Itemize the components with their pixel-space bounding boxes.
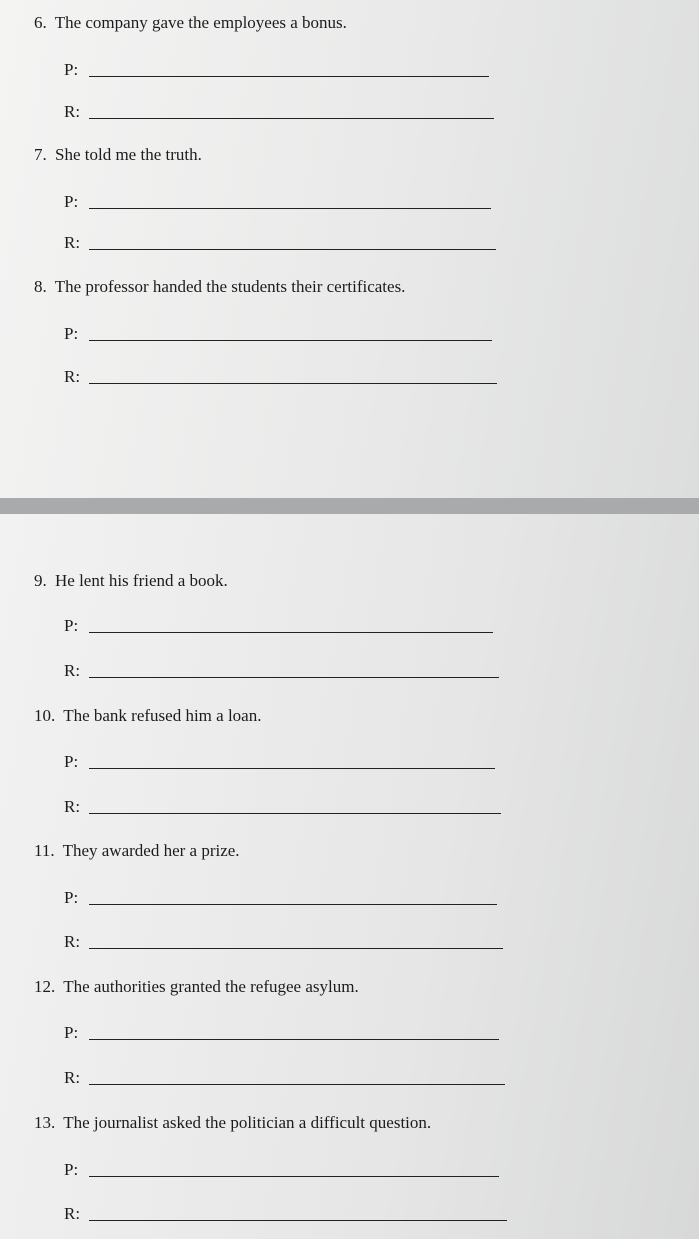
answer-label: R: [64,1068,81,1087]
question-11 [34,841,240,861]
answer-p-8 [64,324,78,344]
answer-p-13 [64,1160,78,1180]
answer-line[interactable] [89,340,492,341]
question-10 [34,706,261,726]
question-text: The professor handed the students their certificates. [54,277,406,296]
question-text: The company gave the employees a bonus. [54,13,347,32]
answer-label: R: [64,102,81,121]
answer-label: P: [64,192,79,211]
answer-r-11 [64,932,80,952]
answer-label: P: [64,616,79,635]
question-text: He lent his friend a book. [55,571,228,590]
question-8 [34,277,405,297]
question-number: 12. [34,977,56,996]
answer-label: R: [64,233,81,252]
answer-p-11 [64,888,78,908]
answer-line[interactable] [89,904,497,905]
page-gap [0,498,699,514]
answer-line[interactable] [89,768,495,769]
question-13 [34,1113,431,1133]
answer-label: R: [64,661,81,680]
answer-label: R: [64,367,81,386]
answer-label: P: [64,324,79,343]
answer-line[interactable] [89,208,491,209]
answer-p-7 [64,192,78,212]
answer-r-12 [64,1068,80,1088]
question-number: 8. [34,277,47,296]
question-6 [34,13,347,33]
answer-r-8 [64,367,80,387]
question-text: The authorities granted the refugee asylum. [63,977,359,996]
answer-line[interactable] [89,76,489,77]
answer-label: P: [64,888,79,907]
question-number: 7. [34,145,47,164]
answer-r-6 [64,102,80,122]
answer-label: R: [64,932,81,951]
question-number: 6. [34,13,47,32]
question-number: 10. [34,706,56,725]
answer-label: R: [64,1204,81,1223]
answer-line[interactable] [89,677,499,678]
answer-p-12 [64,1023,78,1043]
answer-line[interactable] [89,118,494,119]
answer-line[interactable] [89,632,493,633]
answer-label: R: [64,797,81,816]
question-number: 9. [34,571,47,590]
question-text: The bank refused him a loan. [63,706,262,725]
question-12 [34,977,359,997]
answer-line[interactable] [89,1176,499,1177]
question-text: They awarded her a prize. [62,841,240,860]
answer-line[interactable] [89,813,501,814]
question-number: 11. [34,841,55,860]
answer-label: P: [64,60,79,79]
answer-p-6 [64,60,78,80]
answer-line[interactable] [89,383,497,384]
question-text: The journalist asked the politician a difficult question. [63,1113,432,1132]
answer-p-9 [64,616,78,636]
answer-r-10 [64,797,80,817]
answer-r-9 [64,661,80,681]
question-9 [34,571,228,591]
answer-line[interactable] [89,249,496,250]
answer-r-13 [64,1204,80,1224]
question-text: She told me the truth. [55,145,202,164]
answer-line[interactable] [89,1220,507,1221]
answer-label: P: [64,1023,79,1042]
answer-label: P: [64,752,79,771]
question-7 [34,145,202,165]
answer-label: P: [64,1160,79,1179]
answer-line[interactable] [89,1039,499,1040]
answer-p-10 [64,752,78,772]
answer-line[interactable] [89,1084,505,1085]
answer-line[interactable] [89,948,503,949]
question-number: 13. [34,1113,56,1132]
answer-r-7 [64,233,80,253]
